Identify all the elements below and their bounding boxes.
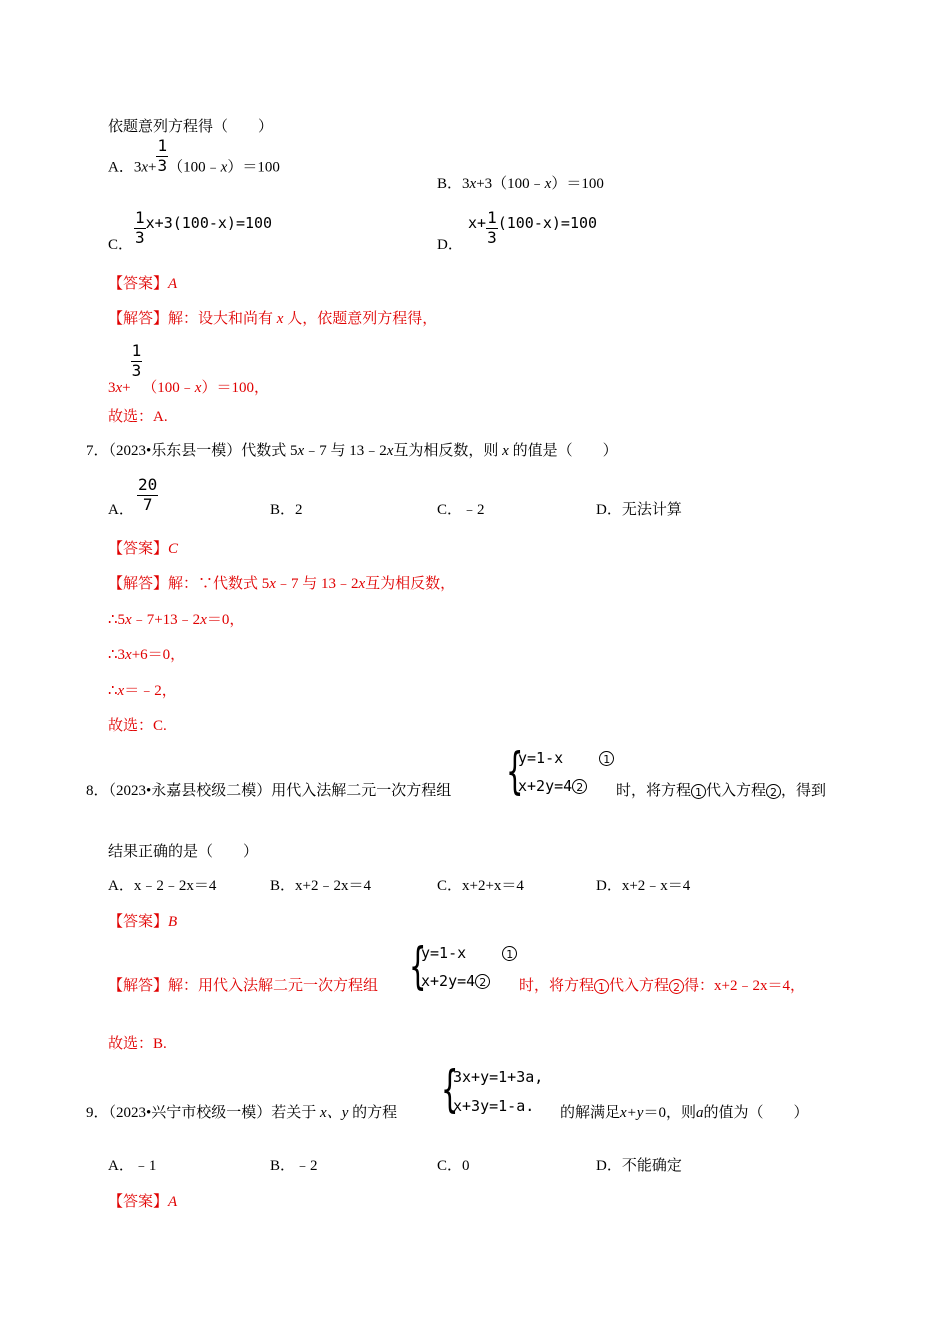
q7-step-1 bbox=[108, 613, 244, 628]
q6-option-a-prefix: A．3 bbox=[108, 159, 142, 176]
circled-number-1: 1 bbox=[691, 784, 706, 799]
q8-option-b: B．x+2﹣2x＝4 bbox=[270, 878, 371, 894]
q6-option-c-text: x+3(100-x)=100 bbox=[145, 213, 273, 232]
fraction-denominator: 3 bbox=[131, 360, 142, 380]
system-eq-2: x+2y=4 bbox=[518, 777, 573, 795]
solution-var: x bbox=[269, 576, 276, 592]
q9-option-c: C．0 bbox=[437, 1158, 470, 1174]
circled-number-2: 2 bbox=[475, 974, 490, 989]
q8-stem-text-4: ，得到 bbox=[781, 783, 827, 799]
q7-option-d: D．无法计算 bbox=[596, 502, 682, 518]
q8-stem-line-2: 结果正确的是（ ） bbox=[108, 844, 259, 860]
q6-solution bbox=[108, 312, 437, 327]
q8-choose: 故选：B. bbox=[108, 1036, 167, 1052]
q7-stem-text: （2023•乐东县一模）代数式 5 bbox=[108, 443, 298, 459]
system-line-1 bbox=[518, 751, 614, 766]
q8-stem-continued bbox=[616, 784, 826, 799]
q9-stem-text: （2023•兴宁市校级一模）若关于 bbox=[108, 1105, 317, 1121]
q8-equation-system bbox=[506, 742, 626, 802]
q6-option-d-expression bbox=[468, 210, 597, 247]
q7-stem-text-3: 互为相反数，则 bbox=[393, 443, 499, 459]
left-brace: { bbox=[409, 937, 427, 995]
question-number: 7． bbox=[86, 443, 109, 459]
q6-option-d-fraction bbox=[486, 210, 498, 247]
sol-eq-end: ）＝100， bbox=[201, 379, 269, 396]
solution-var-2: x bbox=[358, 576, 366, 592]
circled-number-1: 1 bbox=[599, 751, 614, 766]
q8-solution-equation-system bbox=[409, 937, 529, 997]
q7-stem-text-2: ﹣7 与 13﹣2 bbox=[304, 443, 387, 459]
fraction-numerator: 1 bbox=[131, 341, 142, 360]
solution-label: 【解答】 bbox=[108, 576, 169, 592]
solution-text-5: x+2﹣2x＝4， bbox=[714, 978, 806, 994]
q8-stem-text-2: 时，将方程 bbox=[616, 783, 692, 799]
system-line-1: 3x+y=1+3a, bbox=[453, 1068, 544, 1086]
sol-eq-var: x bbox=[115, 379, 123, 396]
q9-option-d: D．不能确定 bbox=[596, 1158, 682, 1174]
q8-solution-continued bbox=[519, 979, 805, 994]
q7-var: x bbox=[297, 443, 305, 459]
q9-stem bbox=[86, 1106, 397, 1121]
question-number: 8． bbox=[86, 783, 109, 799]
sol-eq-rest: （100﹣ bbox=[142, 379, 195, 396]
answer-label: 【答案】 bbox=[108, 276, 169, 292]
q9-stem-text-2: 的方程 bbox=[352, 1105, 398, 1121]
q9-stem-text-5: 的值为（ ） bbox=[703, 1105, 809, 1121]
fraction-numerator: 1 bbox=[487, 208, 497, 227]
answer-value: A bbox=[168, 1194, 178, 1210]
q6-stem: 依题意列方程得（ ） bbox=[108, 119, 274, 135]
answer-value: C bbox=[168, 541, 179, 557]
step-var: x bbox=[125, 647, 132, 663]
q6-option-d-var: x+ bbox=[468, 213, 487, 232]
step-text-2: +6＝0， bbox=[131, 647, 186, 663]
answer-value: B bbox=[168, 914, 178, 930]
system-line-2 bbox=[421, 974, 490, 989]
q8-answer bbox=[108, 915, 177, 930]
q6-option-b-var: x bbox=[469, 176, 477, 192]
q9-option-a: A．﹣1 bbox=[108, 1158, 157, 1174]
fraction-numerator: 20 bbox=[138, 475, 158, 494]
q7-choose: 故选：C. bbox=[108, 718, 167, 734]
step-text: ∴3 bbox=[108, 647, 126, 663]
q8-option-c: C．x+2+x＝4 bbox=[437, 878, 524, 894]
q6-option-a-fraction bbox=[156, 138, 168, 175]
sol-eq-plus: + bbox=[122, 379, 131, 396]
q9-var-a: a bbox=[695, 1105, 704, 1121]
q9-vars: x、y bbox=[320, 1105, 349, 1121]
q6-option-b-end: ）＝100 bbox=[551, 176, 604, 192]
q6-option-c-expression bbox=[134, 210, 272, 247]
q6-answer bbox=[108, 277, 177, 292]
circled-number-1: 1 bbox=[502, 946, 517, 961]
fraction-denominator: 3 bbox=[157, 155, 168, 175]
q6-solution-equation bbox=[108, 341, 269, 396]
step-text-2: ＝﹣2， bbox=[124, 683, 177, 699]
q6-option-b-mid: +3（100﹣ bbox=[476, 176, 545, 192]
sol-eq-var2: x bbox=[194, 379, 202, 396]
solution-text-3: 代入方程 bbox=[609, 978, 670, 994]
step-text-3: ＝0， bbox=[206, 612, 245, 628]
q9-stem-text-3: 的解满足 bbox=[560, 1105, 621, 1121]
circled-number-1: 1 bbox=[594, 979, 609, 994]
system-line-2 bbox=[518, 779, 587, 794]
solution-text-4: 得： bbox=[684, 978, 715, 994]
step-text: ∴ bbox=[108, 683, 118, 699]
fraction-denominator: 7 bbox=[142, 494, 153, 514]
q7-option-c: C．﹣2 bbox=[437, 502, 485, 518]
solution-text-2: 人，依题意列方程得， bbox=[287, 311, 438, 327]
q7-answer bbox=[108, 542, 178, 557]
q6-option-c-label: C． bbox=[108, 237, 134, 253]
q9-condition: x+y bbox=[620, 1105, 644, 1121]
q6-option-b-var2: x bbox=[544, 176, 552, 192]
q6-option-c-fraction bbox=[134, 210, 146, 247]
solution-text: 解：设大和尚有 bbox=[168, 311, 274, 327]
q7-step-2 bbox=[108, 648, 185, 663]
question-number: 9． bbox=[86, 1105, 109, 1121]
q8-stem bbox=[86, 784, 451, 799]
q6-option-a-var: x bbox=[141, 159, 149, 176]
fraction-denominator: 3 bbox=[487, 227, 497, 247]
solution-var: x bbox=[276, 311, 284, 327]
q7-stem-text-4: 的值是（ ） bbox=[512, 443, 618, 459]
q7-var-2: x bbox=[386, 443, 394, 459]
solution-label: 【解答】 bbox=[108, 311, 169, 327]
q7-step-3 bbox=[108, 684, 177, 699]
q9-stem-continued bbox=[560, 1106, 808, 1121]
step-var-2: x bbox=[200, 612, 207, 628]
step-var: x bbox=[125, 612, 132, 628]
q6-choose: 故选：A. bbox=[108, 409, 168, 425]
q7-solution bbox=[108, 577, 455, 592]
q7-option-a-label: A． bbox=[108, 502, 134, 518]
q6-option-b bbox=[437, 177, 604, 192]
step-text-2: ﹣7+13﹣2 bbox=[131, 612, 201, 628]
q9-option-b: B．﹣2 bbox=[270, 1158, 318, 1174]
q8-solution bbox=[108, 979, 378, 994]
solution-text: 解：用代入法解二元一次方程组 bbox=[168, 978, 379, 994]
q9-stem-text-4: ＝0，则 bbox=[643, 1105, 696, 1121]
answer-value: A bbox=[168, 276, 178, 292]
q8-option-d: D．x+2﹣x＝4 bbox=[596, 878, 691, 894]
solution-text: 解：∵代数式 5 bbox=[168, 576, 270, 592]
circled-number-2: 2 bbox=[572, 779, 587, 794]
q6-option-a-rest: （100﹣ bbox=[168, 159, 221, 176]
q6-option-d-label: D． bbox=[437, 237, 463, 253]
system-eq-1: y=1-x bbox=[421, 944, 467, 962]
system-eq-1: y=1-x bbox=[518, 749, 564, 767]
sol-eq-fraction bbox=[131, 343, 143, 380]
q7-var-3: x bbox=[502, 443, 509, 459]
fraction-denominator: 3 bbox=[135, 227, 145, 247]
solution-text-3: 互为相反数， bbox=[365, 576, 456, 592]
q7-fraction bbox=[137, 477, 158, 514]
q7-option-a-fraction bbox=[137, 477, 158, 514]
answer-label: 【答案】 bbox=[108, 914, 169, 930]
solution-text-2: ﹣7 与 13﹣2 bbox=[275, 576, 359, 592]
step-text: ∴5 bbox=[108, 612, 126, 628]
q8-stem-text-3: 代入方程 bbox=[706, 783, 767, 799]
answer-label: 【答案】 bbox=[108, 541, 169, 557]
q8-option-a: A．x﹣2﹣2x＝4 bbox=[108, 878, 217, 894]
q6-option-b-prefix: B．3 bbox=[437, 176, 470, 192]
circled-number-2: 2 bbox=[669, 979, 684, 994]
answer-label: 【答案】 bbox=[108, 1194, 169, 1210]
system-eq-2: x+2y=4 bbox=[421, 972, 476, 990]
step-var: x bbox=[117, 683, 125, 699]
q6-option-d-text: (100-x)=100 bbox=[497, 213, 598, 232]
q6-option-a bbox=[108, 136, 280, 187]
q6-option-a-end: ）＝100 bbox=[227, 159, 280, 176]
system-line-2: x+3y=1-a. bbox=[453, 1097, 535, 1115]
fraction-numerator: 1 bbox=[157, 136, 168, 155]
q6-option-a-var2: x bbox=[220, 159, 228, 176]
q9-answer bbox=[108, 1195, 177, 1210]
left-brace: { bbox=[441, 1060, 459, 1118]
system-line-1 bbox=[421, 946, 517, 961]
circled-number-2: 2 bbox=[766, 784, 781, 799]
q6-option-a-plus: + bbox=[148, 159, 157, 176]
left-brace: { bbox=[506, 742, 524, 800]
q7-stem bbox=[86, 444, 618, 459]
q9-equation-system bbox=[441, 1060, 561, 1122]
solution-label: 【解答】 bbox=[108, 978, 169, 994]
q8-stem-text: （2023•永嘉县校级二模）用代入法解二元一次方程组 bbox=[108, 783, 452, 799]
q7-option-b: B．2 bbox=[270, 502, 303, 518]
solution-text-2: 时，将方程 bbox=[519, 978, 595, 994]
sol-eq-prefix: 3 bbox=[108, 379, 116, 396]
fraction-numerator: 1 bbox=[135, 208, 145, 227]
